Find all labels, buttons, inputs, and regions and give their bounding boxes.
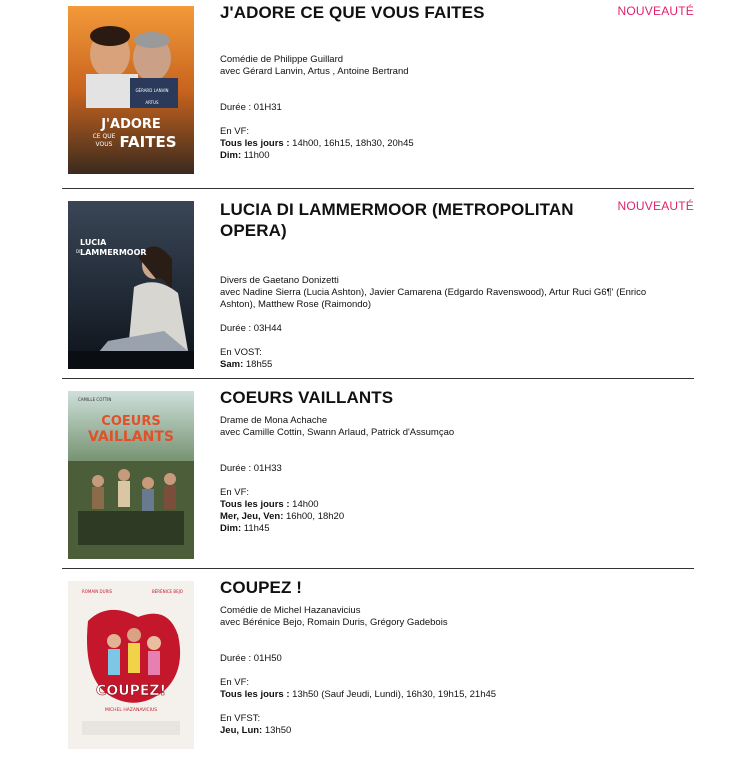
poster-coeurs-line2: VAILLANTS <box>88 429 174 445</box>
poster-jadore-line3: VOUS <box>95 141 113 148</box>
showtime-times: 11h45 <box>241 523 270 534</box>
showtime-row <box>220 523 690 535</box>
poster-jadore-actor1: GÉRARD LANVIN <box>135 88 169 93</box>
showtime-times: 13h50 <box>262 725 292 736</box>
film-card-lucia <box>62 189 694 378</box>
poster-coupez-actor1: ROMAIN DURIS <box>82 589 113 594</box>
poster-lucia-line2: DI <box>76 249 81 254</box>
new-badge: NOUVEAUTÉ <box>617 4 694 18</box>
poster-coeurs-actor1: CAMILLE COTTIN <box>78 397 112 402</box>
showtime-day: Dim: <box>220 523 242 534</box>
poster-lucia-image <box>68 201 194 369</box>
cast: avec Bérénice Bejo, Romain Duris, Grégory Gadebois <box>220 617 448 628</box>
poster-lucia-line1: LUCIA <box>80 238 107 247</box>
film-info <box>220 275 690 371</box>
showtime-row <box>220 499 690 511</box>
showtime-day: Jeu, Lun: <box>220 725 263 736</box>
version-label: En VOST: <box>220 347 262 358</box>
showtime-row <box>220 150 690 162</box>
poster-jadore-actor2: ARTUS <box>145 100 159 105</box>
showtime-times: 13h50 (Sauf Jeudi, Lundi), 16h30, 19h15, 21h45 <box>289 689 497 700</box>
version-label: En VF: <box>220 487 250 498</box>
showtime-times: 14h00 <box>289 499 319 510</box>
version-label: En VF: <box>220 126 250 137</box>
showtime-day: Mer, Jeu, Ven: <box>220 511 284 522</box>
duration: Durée : 01H31 <box>220 102 282 113</box>
genre-director: Drame de Mona Achache <box>220 415 328 426</box>
version-label: En VFST: <box>220 713 261 724</box>
cast: avec Nadine Sierra (Lucia Ashton), Javier Camarena (Edgardo Ravenswood), Artur Ruci G6¶' (Enrico Ashton), Matthew Rose (Raimondo) <box>220 287 647 310</box>
poster-jadore-line1: J'ADORE <box>101 117 161 132</box>
film-title[interactable]: J'ADORE CE QUE VOUS FAITES <box>220 3 485 22</box>
poster-coeurs-vaillants[interactable] <box>68 391 194 559</box>
poster-jadore-line4: FAITES <box>119 133 177 151</box>
showtime-times: 14h00, 16h15, 18h30, 20h45 <box>289 138 414 149</box>
poster-coupez-credit: MICHEL HAZANAVICIUS <box>104 708 158 713</box>
showtime-row <box>220 725 690 737</box>
showtime-times: 16h00, 18h20 <box>283 511 345 522</box>
showtime-row <box>220 689 690 701</box>
poster-coeurs-vaillants-image <box>68 391 194 559</box>
poster-lucia[interactable] <box>68 201 194 369</box>
film-title[interactable]: COEURS VAILLANTS <box>220 388 394 407</box>
duration: Durée : 03H44 <box>220 323 282 334</box>
poster-coeurs-line1: COEURS <box>101 414 161 429</box>
cast: avec Gérard Lanvin, Artus , Antoine Bertrand <box>220 66 409 77</box>
film-card-jadore <box>62 0 694 188</box>
poster-lucia-line3: LAMMERMOOR <box>80 248 147 257</box>
showtime-day: Dim: <box>220 150 242 161</box>
showtime-day: Tous les jours : <box>220 689 290 700</box>
showtime-day: Tous les jours : <box>220 138 290 149</box>
poster-jadore-line2: CE QUE <box>92 133 116 140</box>
showtime-row <box>220 511 690 523</box>
film-info <box>220 54 690 162</box>
showtime-times: 11h00 <box>241 150 270 161</box>
showtime-row <box>220 359 690 371</box>
poster-coupez-line1: COUPEZ! <box>96 683 166 699</box>
showtime-day: Sam: <box>220 359 244 370</box>
showtime-day: Tous les jours : <box>220 499 290 510</box>
poster-coupez-image <box>68 581 194 749</box>
poster-coupez[interactable] <box>68 581 194 749</box>
poster-coupez-actor2: BÉRÉNICE BEJO <box>152 589 183 594</box>
genre-director: Comédie de Michel Hazanavicius <box>220 605 361 616</box>
film-card-coeurs-vaillants <box>62 379 694 568</box>
cast: avec Camille Cottin, Swann Arlaud, Patrick d'Assumçao <box>220 427 455 438</box>
duration: Durée : 01H50 <box>220 653 282 664</box>
showtime-times: 18h55 <box>243 359 273 370</box>
duration: Durée : 01H33 <box>220 463 282 474</box>
genre-director: Comédie de Philippe Guillard <box>220 54 344 65</box>
film-info <box>220 415 690 535</box>
film-title[interactable]: LUCIA DI LAMMERMOOR (METROPOLITAN OPERA) <box>220 200 574 240</box>
new-badge: NOUVEAUTÉ <box>617 199 694 213</box>
poster-jadore[interactable] <box>68 6 194 174</box>
genre-director: Divers de Gaetano Donizetti <box>220 275 339 286</box>
film-info <box>220 605 690 737</box>
version-label: En VF: <box>220 677 250 688</box>
film-title[interactable]: COUPEZ ! <box>220 578 303 597</box>
showtime-row <box>220 138 690 150</box>
film-card-coupez <box>62 569 694 760</box>
poster-jadore-image <box>68 6 194 174</box>
